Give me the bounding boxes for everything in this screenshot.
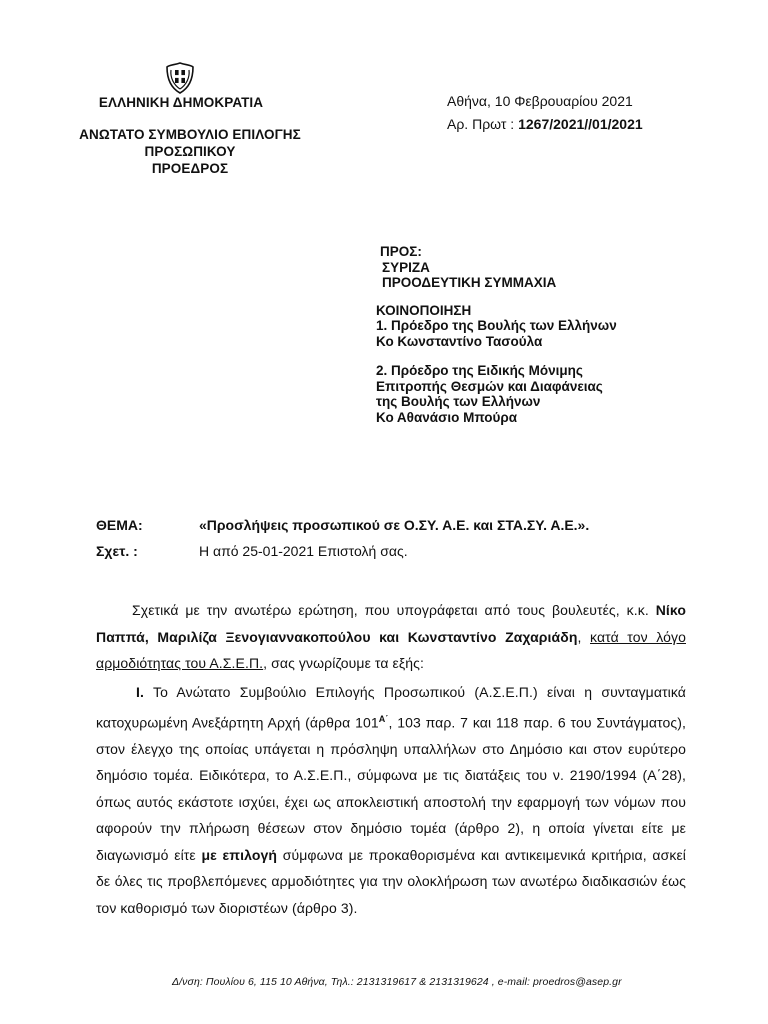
cc1-line1: 1. Πρόεδρο της Βουλής των Ελλήνων	[376, 318, 617, 333]
cc1-line2: Κο Κωνσταντίνο Τασούλα	[376, 333, 543, 349]
cc2-line1: 2. Πρόεδρο της Ειδικής Μόνιμης	[376, 363, 583, 378]
competence-note: κατά τον λόγο αρμοδιότητας του Α.Σ.Ε.Π.	[96, 628, 686, 671]
intro-text: Σχετικά με την ανωτέρω ερώτηση, που υπογράφεται από τους βουλευτές, κ.κ.	[132, 602, 649, 618]
document-meta	[447, 90, 747, 136]
protocol-number: 1267/2021//01/2021	[518, 116, 643, 132]
selection-emphasis: με επιλογή	[201, 846, 278, 863]
greek-coat-of-arms-icon	[163, 61, 197, 95]
recipient-1: ΣΥΡΙΖΑ	[382, 259, 430, 275]
document-date: Αθήνα, 10 Φεβρουαρίου 2021	[447, 93, 633, 109]
cc-label: ΚΟΙΝΟΠΟΙΗΣΗ	[376, 302, 472, 318]
cc2-line4: Κο Αθανάσιο Μπούρα	[376, 409, 518, 425]
subject-row	[96, 514, 696, 536]
intro-paragraph	[96, 597, 686, 677]
recipient-2: ΠΡΟΟΔΕΥΤΙΚΗ ΣΥΜΜΑΧΙΑ	[382, 275, 557, 290]
issuer-block	[60, 94, 320, 177]
republic-name: ΕΛΛΗΝΙΚΗ ΔΗΜΟΚΡΑΤΙΑ	[98, 95, 264, 110]
council-name-line1: ΑΝΩΤΑΤΟ ΣΥΜΒΟΥΛΙΟ ΕΠΙΛΟΓΗΣ	[79, 127, 301, 142]
cc2-line2: Επιτροπής Θεσμών και Διαφάνειας	[376, 378, 603, 394]
mp-names: Νίκο Παππά, Μαριλίζα Ξενογιαννακοπούλου και Κωνσταντίνο Ζαχαριάδη	[96, 602, 687, 645]
section-number: Ι.	[136, 684, 144, 700]
office-name: ΠΡΟΕΔΡΟΣ	[151, 161, 229, 176]
recipients-block	[376, 244, 736, 425]
section-text-c: σύμφωνα με προκαθορισμένα και αντικειμενικά κριτήρια, ασκεί δε όλες τις προβλεπόμενες αρμοδιότητες για την ολοκλήρωση των ανωτέρω διαδικασιών έως τον καθορισμό των διοριστέων (άρθρο 3).	[96, 846, 687, 916]
section-text-a: Το Ανώτατο Συμβούλιο Επιλογής Προσωπικού (Α.Σ.Ε.Π.) είναι η συνταγματικά κατοχυρωμένη Ανεξάρτητη Αρχή (άρθρα 101	[96, 684, 686, 731]
reference-row	[96, 540, 696, 562]
protocol-label: Αρ. Πρωτ :	[447, 116, 519, 132]
subject-text: «Προσλήψεις προσωπικού σε Ο.ΣΥ. Α.Ε. και ΣΤΑ.ΣΥ. Α.Ε.».	[199, 517, 590, 533]
footer-contact: Δ/νση: Πουλίου 6, 115 10 Αθήνα, Τηλ.: 2131319617 & 2131319624 , e-mail: proedros@asep.gr	[172, 976, 622, 988]
section-1-paragraph	[96, 679, 686, 921]
cc2-line3: της Βουλής των Ελλήνων	[376, 394, 541, 409]
section-text-b: , 103 παρ. 7 και 118 παρ. 6 του Συντάγματος), στον έλεγχο της οποίας υπάγεται η πρόσληψη υπαλλήλων στο Δημόσιο και στον ευρύτερο δημόσιο τομέα. Ειδικότερα, το Α.Σ.Ε.Π., σύμφωνα με τις διατάξεις του ν. 2190/1994 (Α΄28), όπως αυτός εκάστοτε ισχύει, έχει ως αποκλειστική αποστολή την εφαρμογή των νόμων που αφορούν την πλήρωση θέσεων στον δημόσιο τομέα (άρθρο 2), η οποία γίνεται είτε με διαγωνισμό είτε	[96, 714, 686, 863]
article-superscript: Α΄	[378, 713, 389, 724]
protocol-line	[447, 113, 747, 136]
intro-separator: ,	[577, 628, 591, 645]
reference-text: Η από 25-01-2021 Επιστολή σας.	[199, 543, 408, 559]
council-name-line2: ΠΡΟΣΩΠΙΚΟΥ	[144, 144, 236, 159]
subject-label: ΘΕΜΑ:	[96, 517, 143, 533]
reference-label: Σχετ. :	[96, 543, 138, 559]
to-label: ΠΡΟΣ:	[380, 244, 422, 259]
intro-end: , σας γνωρίζουμε τα εξής:	[263, 655, 424, 671]
